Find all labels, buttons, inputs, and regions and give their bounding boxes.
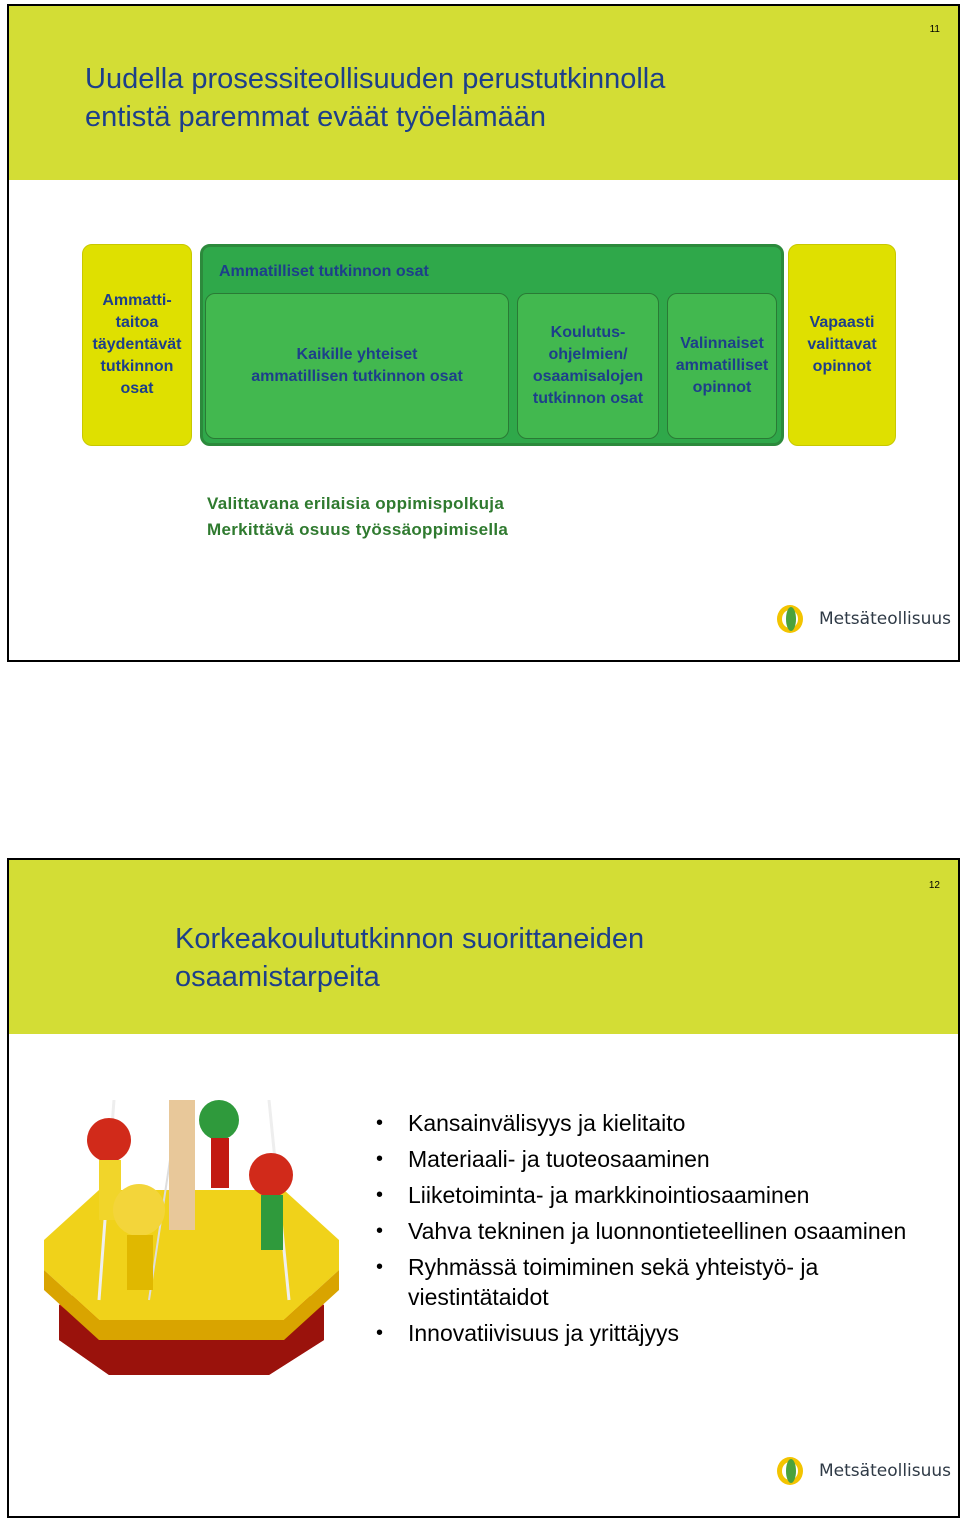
page-number: 12 <box>928 880 940 891</box>
logo-mark-icon <box>773 1456 811 1486</box>
metsateollisuus-logo <box>773 604 951 634</box>
slide-title: Korkeakoulututkinnon suorittaneiden osaamistarpeita <box>175 923 645 993</box>
list-item: • Ryhmässä toimiminen sekä yhteistyö- ja viestintätaidot <box>376 1252 936 1312</box>
common-units-box: Kaikille yhteiset ammatillisen tutkinnon osat <box>205 293 509 439</box>
list-item: • Materiaali- ja tuoteosaaminen <box>376 1144 936 1174</box>
slide-12 <box>7 858 960 1518</box>
programme-units-box: Koulutus- ohjelmien/ osaamisalojen tutkinnon osat <box>517 293 659 439</box>
metsateollisuus-logo <box>773 1456 951 1486</box>
list-item: • Kansainvälisyys ja kielitaito <box>376 1108 936 1138</box>
note-workplace-learning: Merkittävä osuus työssäoppimisella <box>207 520 509 539</box>
note-learning-paths: Valittavana erilaisia oppimispolkuja <box>207 494 505 513</box>
page-number: 11 <box>929 24 940 35</box>
list-item: • Liiketoiminta- ja markkinointiosaaminen <box>376 1180 936 1210</box>
vocational-units-title: Ammatilliset tutkinnon osat <box>219 263 429 280</box>
complementary-units-box: Ammatti- taitoa täydentävät tutkinnon osat <box>82 244 192 446</box>
logo-text: Metsäteollisuus <box>819 1461 952 1481</box>
slide-title: Uudella prosessiteollisuuden perustutkinnolla entistä paremmat eväät työelämään <box>85 63 666 133</box>
elective-vocational-box: Valinnaiset ammatilliset opinnot <box>667 293 777 439</box>
free-choice-box: Vapaasti valittavat opinnot <box>788 244 896 446</box>
skills-list <box>376 1108 936 1354</box>
list-item: • Vahva tekninen ja luonnontieteellinen osaaminen <box>376 1216 936 1246</box>
logo-text: Metsäteollisuus <box>819 609 952 629</box>
vocational-units-group <box>200 244 784 446</box>
slide-11 <box>7 4 960 662</box>
logo-mark-icon <box>773 604 811 634</box>
toy-carousel-image <box>39 1100 339 1400</box>
list-item: • Innovatiivisuus ja yrittäjyys <box>376 1318 936 1348</box>
